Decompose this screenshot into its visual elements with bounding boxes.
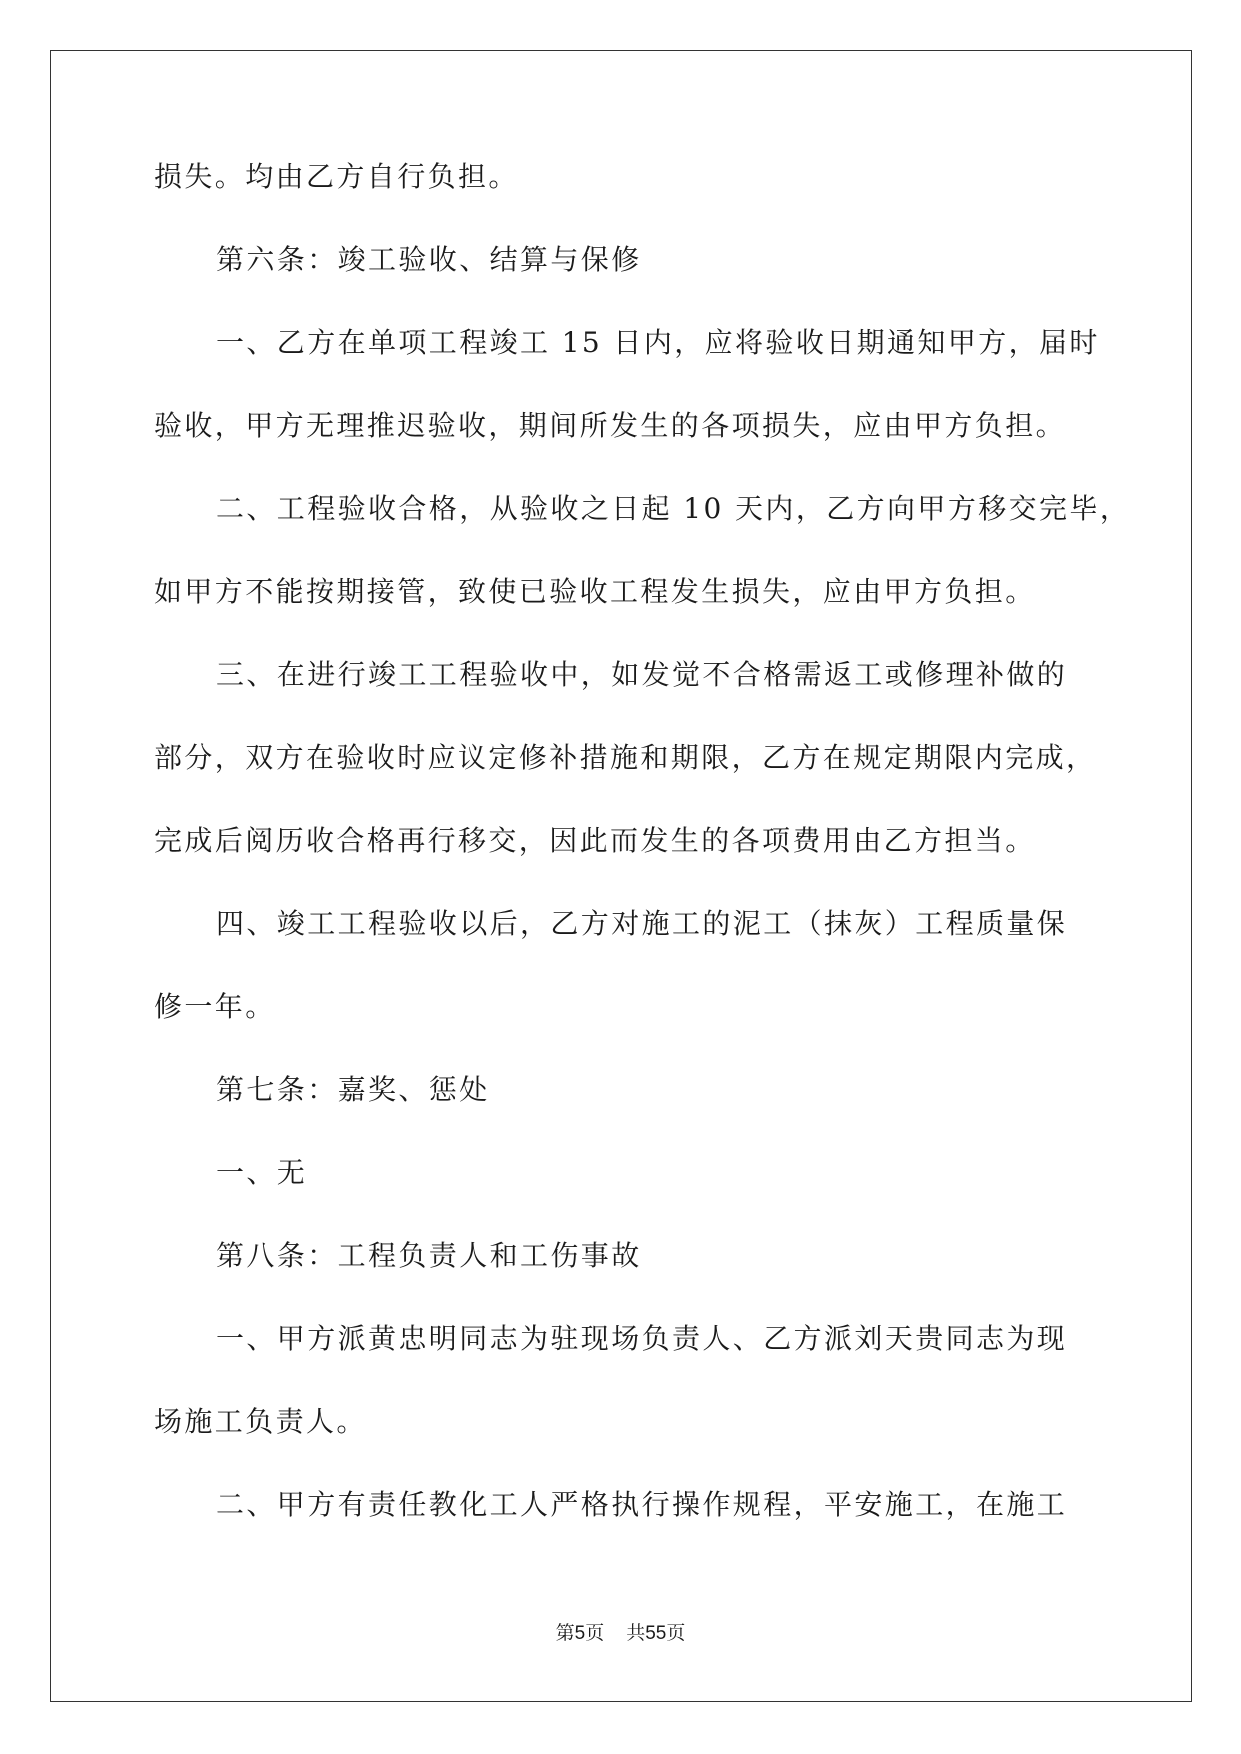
document-body (154, 160, 1131, 1573)
page-number: 5 (574, 1623, 586, 1644)
text-line: 如甲方不能按期接管，致使已验收工程发生损失，应由甲方负担。 (154, 575, 1036, 608)
text-line: 一、甲方派黄忠明同志为驻现场负责人、乙方派刘天贵同志为现 (216, 1322, 1068, 1355)
total-pages: 55 (645, 1623, 667, 1644)
total-suffix: 页 (666, 1622, 686, 1644)
text-line: 场施工负责人。 (154, 1405, 367, 1438)
text-line: 二、甲方有责任教化工人严格执行操作规程，平安施工，在施工 (216, 1488, 1068, 1521)
page-footer (0, 1618, 1241, 1645)
page-suffix: 页 (585, 1622, 605, 1644)
text-line: 四、竣工工程验收以后，乙方对施工的泥工（抹灰）工程质量保 (216, 907, 1068, 940)
total-prefix: 共 (626, 1622, 646, 1644)
section-heading: 第七条：嘉奖、惩处 (216, 1073, 490, 1106)
text-line: 二、工程验收合格，从验收之日起 10 天内，乙方向甲方移交完毕， (216, 492, 1131, 525)
text-line: 损失。均由乙方自行负担。 (154, 160, 519, 193)
text-line: 一、乙方在单项工程竣工 15 日内，应将验收日期通知甲方，届时 (216, 326, 1100, 359)
text-line: 部分，双方在验收时应议定修补措施和期限，乙方在规定期限内完成， (154, 741, 1097, 774)
page-prefix: 第 (555, 1622, 575, 1644)
section-heading: 第八条：工程负责人和工伤事故 (216, 1239, 642, 1272)
text-line: 验收，甲方无理推迟验收，期间所发生的各项损失，应由甲方负担。 (154, 409, 1067, 442)
text-line: 三、在进行竣工工程验收中，如发觉不合格需返工或修理补做的 (216, 658, 1068, 691)
text-line: 修一年。 (154, 990, 276, 1023)
text-line: 完成后阅历收合格再行移交，因此而发生的各项费用由乙方担当。 (154, 824, 1036, 857)
text-line: 一、无 (216, 1156, 308, 1189)
section-heading: 第六条：竣工验收、结算与保修 (216, 243, 642, 276)
